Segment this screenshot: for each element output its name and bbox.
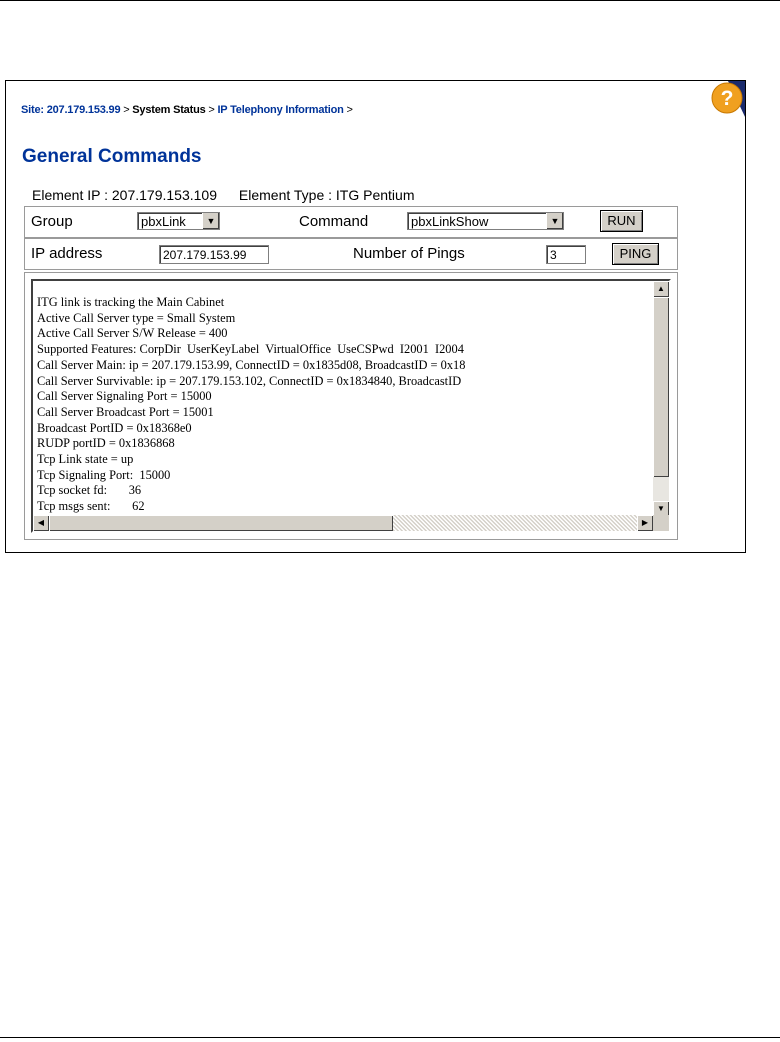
command-select-value: pbxLinkShow [411, 214, 489, 229]
breadcrumb-system-status[interactable]: System Status [132, 104, 206, 116]
element-info [32, 187, 433, 203]
scrollbar-corner [653, 515, 669, 531]
element-type: Element Type : ITG Pentium [238, 187, 415, 203]
scroll-up-arrow-icon[interactable]: ▲ [653, 281, 669, 297]
command-output-area[interactable] [31, 279, 671, 533]
breadcrumb-site-link[interactable]: Site: 207.179.153.99 [21, 104, 121, 116]
element-ip: Element IP : 207.179.153.109 [32, 187, 217, 203]
scroll-down-arrow-icon[interactable]: ▼ [653, 501, 669, 517]
scroll-left-arrow-icon[interactable]: ◀ [33, 515, 49, 531]
output-panel [24, 272, 678, 540]
ip-address-field[interactable]: 207.179.153.99 [159, 245, 269, 264]
group-select[interactable] [137, 212, 220, 230]
screenshot-frame [5, 80, 746, 553]
breadcrumb-ip-telephony-link[interactable]: IP Telephony Information [217, 104, 344, 116]
group-select-value: pbxLink [141, 214, 186, 229]
dropdown-arrow-icon[interactable]: ▼ [546, 213, 563, 229]
breadcrumb-separator: > [120, 104, 133, 116]
scroll-right-arrow-icon[interactable]: ▶ [637, 515, 653, 531]
horizontal-scroll-thumb[interactable] [49, 515, 393, 531]
dropdown-arrow-icon[interactable]: ▼ [202, 213, 219, 229]
ip-address-label: IP address [31, 245, 103, 262]
page-title: General Commands [22, 146, 202, 167]
number-of-pings-label: Number of Pings [353, 245, 465, 262]
command-row [24, 206, 678, 238]
number-of-pings-field[interactable]: 3 [546, 245, 586, 264]
command-label: Command [299, 213, 369, 230]
ping-row [24, 238, 678, 270]
breadcrumb-separator: > [343, 104, 353, 116]
run-button[interactable]: RUN [600, 210, 643, 232]
vertical-scrollbar[interactable] [653, 281, 669, 517]
breadcrumb-separator: > [205, 104, 218, 116]
horizontal-scrollbar[interactable] [33, 515, 653, 531]
vertical-scroll-thumb[interactable] [653, 297, 669, 477]
ping-button[interactable]: PING [612, 243, 659, 265]
svg-text:?: ? [720, 87, 734, 110]
top-rule [0, 0, 780, 1]
help-question-icon[interactable] [710, 81, 746, 119]
command-output-text: ITG link is tracking the Main Cabinet Active Call Server type = Small System Active Call Server S/W Release = 400 Supported Features: CorpDir UserKeyLabel VirtualOffice UseCSPwd I2001 I2004 Call Server Main: ip = 207.179.153.99, ConnectID = 0x1835d08, BroadcastID = 0x18 Call Server Survivable: ip = 207.179.153.102, ConnectID = 0x1834840, BroadcastID Call Server Signaling Port = 15000 Call Server Broadcast Port = 15001 Broadcast PortID = 0x18368e0 RUDP portID = 0x1836868 Tcp Link state = up Tcp Signaling Port: 15000 Tcp socket fd: 36 Tcp msgs sent: 62 [37, 295, 466, 514]
bottom-rule [0, 1037, 780, 1038]
group-label: Group [31, 213, 73, 230]
command-select[interactable] [407, 212, 564, 230]
breadcrumb [21, 104, 353, 116]
